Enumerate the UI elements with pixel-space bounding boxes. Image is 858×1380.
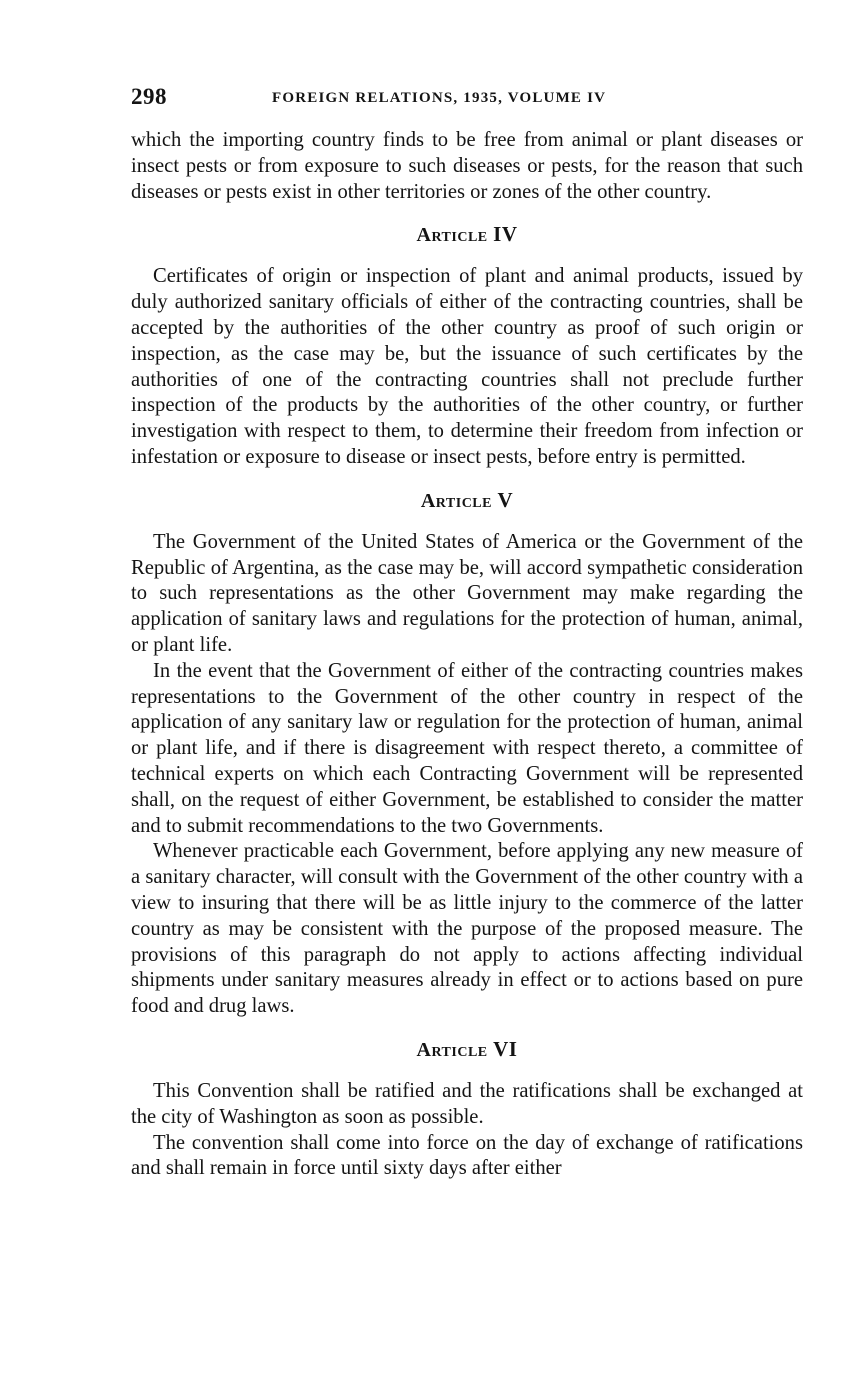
article-v [131,487,803,1020]
page-number: 298 [131,84,167,109]
body-text [131,128,803,1182]
article-paragraph: The Government of the United States of America or the Government of the Republic of Argentina, as the case may be, will accord sympathetic consideration to such representations as the other Government may make regarding the application of sanitary laws and regulations for the protection of human, animal, or plant life. [131,530,803,656]
article-word: Article [420,489,492,512]
article-word: Article [416,224,488,247]
article-numeral: IV [493,222,518,247]
article-paragraph: Certificates of origin or inspection of plant and animal products, issued by duly authorized sanitary officials of either of the contracting countries, shall be accepted by the authorities of the other country as proof of such origin or inspection, as the case may be, but the issuance of such certificates by the authorities of one of the contracting countries shall not preclude further inspection of the products by the authorities of the other country, or further investigation with respect to them, to determine their freedom from infection or infestation or exposure to disease or insect pests, before entry is permitted. [131,265,803,468]
article-heading [131,487,803,514]
article-numeral: V [497,487,514,512]
article-numeral: VI [493,1036,518,1061]
article-paragraph: Whenever practicable each Government, before applying any new measure of a sanitary character, will consult with the Government of the other country with a view to insuring that there will be as little injury to the commerce of the latter country as may be consistent with the purpose of the proposed measure. The provisions of this paragraph do not apply to actions affecting individual shipments under sanitary measures already in effect or to actions based on pure food and drug laws. [131,840,803,1018]
article-word: Article [416,1038,488,1061]
running-head: FOREIGN RELATIONS, 1935, VOLUME IV [272,90,607,106]
article-heading [131,1036,803,1063]
article-paragraph: The convention shall come into force on the day of exchange of ratifications and shall remain in force until sixty days after either [131,1131,803,1180]
article-paragraph: This Convention shall be ratified and the ratifications shall be exchanged at the city of Washington as soon as possible. [131,1079,803,1128]
article-iv [131,221,803,470]
article-heading [131,221,803,248]
article-vi [131,1036,803,1182]
continuation-paragraph: which the importing country finds to be free from animal or plant diseases or insect pests or from exposure to such diseases or pests, for the reason that such diseases or pests exist in other territories or zones of the other country. [131,129,803,203]
article-paragraph: In the event that the Government of either of the contracting countries makes representations to the Government of the other country in respect of the application of any sanitary law or regulation for the protection of human, animal or plant life, and if there is disagreement with respect thereto, a committee of technical experts on which each Contracting Government will be represented shall, on the request of either Government, be established to consider the matter and to submit recommendations to the two Governments. [131,659,803,837]
page-header [131,84,803,114]
